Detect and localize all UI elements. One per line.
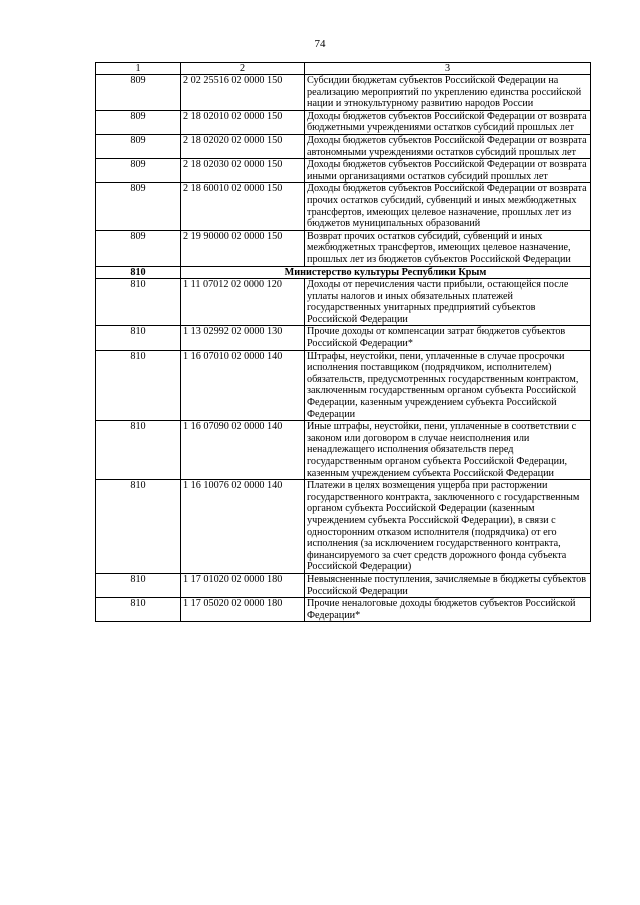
description-cell: Доходы бюджетов субъектов Российской Федерации от возврата прочих остатков субсидий, субвенций и иных межбюджетных трансфертов, имеющих целевое назначение, прошлых лет из бюджетов муниципальных образований [305,183,591,230]
description-cell: Прочие неналоговые доходы бюджетов субъектов Российской Федерации* [305,598,591,622]
admin-code-cell: 809 [96,159,181,183]
table-row [96,598,591,622]
description-cell: Субсидии бюджетам субъектов Российской Федерации на реализацию мероприятий по укреплению единства российской нации и этнокультурному развитию народов России [305,75,591,111]
admin-code-cell: 809 [96,230,181,266]
table-row [96,134,591,158]
table-row [96,421,591,480]
description-cell: Доходы бюджетов субъектов Российской Федерации от возврата бюджетными учреждениями остатков субсидий прошлых лет [305,110,591,134]
revenue-code-cell: 2 19 90000 02 0000 150 [181,230,305,266]
admin-code-cell: 809 [96,183,181,230]
table-row [96,75,591,111]
column-header-2: 2 [181,63,305,75]
description-cell: Доходы от перечисления части прибыли, остающейся после уплаты налогов и иных обязательных платежей государственных унитарных предприятий субъектов Российской Федерации [305,279,591,326]
admin-code-cell: 809 [96,110,181,134]
revenue-codes-table [95,62,591,622]
table-header-row [96,63,591,75]
description-cell: Доходы бюджетов субъектов Российской Федерации от возврата иными организациями остатков субсидий прошлых лет [305,159,591,183]
table-row [96,573,591,597]
admin-code-cell: 810 [96,598,181,622]
admin-code-cell: 809 [96,75,181,111]
table-row [96,230,591,266]
admin-code-cell: 809 [96,134,181,158]
table-row [96,159,591,183]
revenue-code-cell: 2 18 60010 02 0000 150 [181,183,305,230]
table-body [96,75,591,622]
revenue-code-cell: 1 16 07010 02 0000 140 [181,350,305,421]
revenue-code-cell: 1 17 01020 02 0000 180 [181,573,305,597]
description-cell: Невыясненные поступления, зачисляемые в бюджеты субъектов Российской Федерации [305,573,591,597]
table-row [96,110,591,134]
revenue-code-cell: 1 13 02992 02 0000 130 [181,326,305,350]
revenue-code-cell: 1 17 05020 02 0000 180 [181,598,305,622]
admin-code-cell: 810 [96,421,181,480]
section-admin-code: 810 [96,266,181,279]
description-cell: Штрафы, неустойки, пени, уплаченные в случае просрочки исполнения поставщиком (подрядчиком, исполнителем) обязательств, предусмотренных государственным контрактом, заключенным государственным органом субъекта Российской Федерации, казенным учреждением субъекта Российской Федерации [305,350,591,421]
table-row [96,183,591,230]
table-row [96,279,591,326]
column-header-1: 1 [96,63,181,75]
revenue-code-cell: 2 02 25516 02 0000 150 [181,75,305,111]
description-cell: Прочие доходы от компенсации затрат бюджетов субъектов Российской Федерации* [305,326,591,350]
admin-code-cell: 810 [96,279,181,326]
section-header-row [96,266,591,279]
description-cell: Возврат прочих остатков субсидий, субвенций и иных межбюджетных трансфертов, имеющих целевое назначение, прошлых лет из бюджетов субъектов Российской Федерации [305,230,591,266]
page-number: 74 [314,38,326,50]
revenue-code-cell: 1 11 07012 02 0000 120 [181,279,305,326]
description-cell: Платежи в целях возмещения ущерба при расторжении государственного контракта, заключенного с государственным органом субъекта Российской Федерации (казенным учреждением субъекта Российской Федерации), в связи с односторонним отказом исполнителя (подрядчика) от его исполнения (за исключением государственного контракта, финансируемого за счет средств дорожного фонда субъекта Российской Федерации) [305,480,591,574]
table-row [96,350,591,421]
table-row [96,480,591,574]
admin-code-cell: 810 [96,326,181,350]
revenue-code-cell: 2 18 02020 02 0000 150 [181,134,305,158]
description-cell: Доходы бюджетов субъектов Российской Федерации от возврата автономными учреждениями остатков субсидий прошлых лет [305,134,591,158]
column-header-3: 3 [305,63,591,75]
revenue-code-cell: 1 16 10076 02 0000 140 [181,480,305,574]
table-row [96,326,591,350]
revenue-code-cell: 2 18 02010 02 0000 150 [181,110,305,134]
section-title: Министерство культуры Республики Крым [181,266,591,279]
description-cell: Иные штрафы, неустойки, пени, уплаченные в соответствии с законом или договором в случае неисполнения или ненадлежащего исполнения обязательств перед государственным органом субъекта Российской Федерации, казенным учреждением субъекта Российской Федерации [305,421,591,480]
admin-code-cell: 810 [96,480,181,574]
admin-code-cell: 810 [96,573,181,597]
admin-code-cell: 810 [96,350,181,421]
revenue-code-cell: 1 16 07090 02 0000 140 [181,421,305,480]
revenue-code-cell: 2 18 02030 02 0000 150 [181,159,305,183]
